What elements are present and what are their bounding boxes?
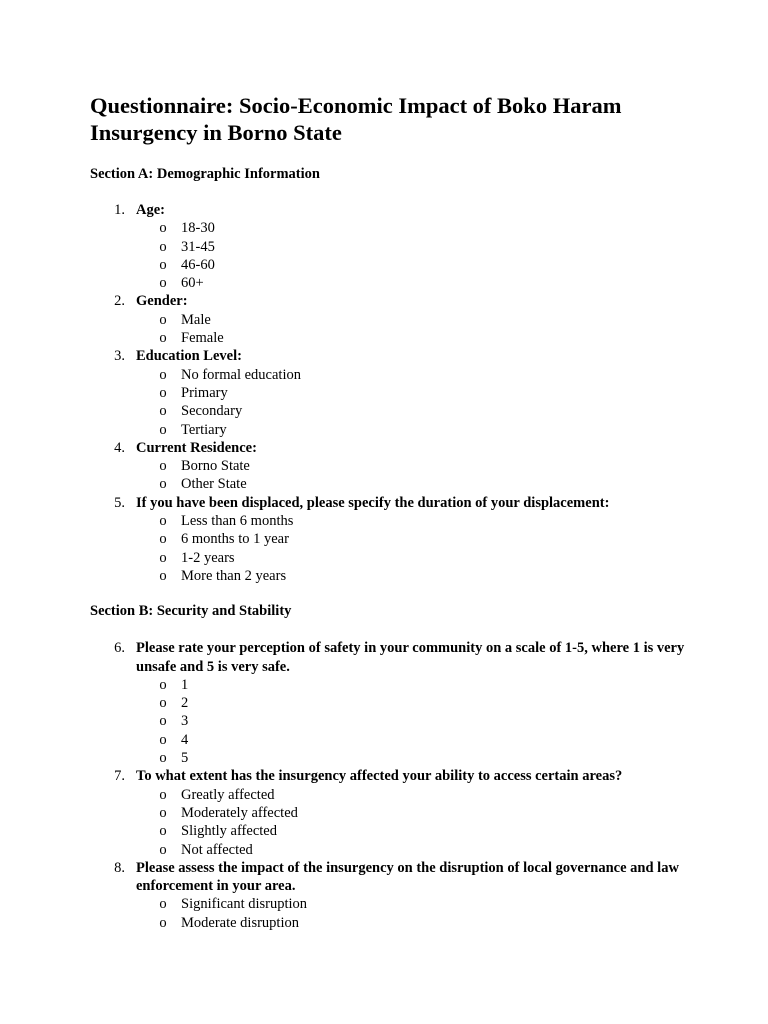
bullet-marker: o <box>159 366 167 383</box>
option-item <box>136 311 690 329</box>
option-label: 31-45 <box>181 238 215 255</box>
bullet-marker: o <box>159 238 167 255</box>
question-item <box>90 494 690 585</box>
question-item <box>90 439 690 494</box>
option-item <box>136 402 690 420</box>
option-list <box>136 457 690 494</box>
option-item <box>136 530 690 548</box>
option-label: More than 2 years <box>181 567 287 584</box>
question-number: 3. <box>114 348 125 365</box>
bullet-marker: o <box>159 914 167 931</box>
option-label: 6 months to 1 year <box>181 531 289 548</box>
bullet-marker: o <box>159 713 167 730</box>
option-item <box>136 712 690 730</box>
option-item <box>136 256 690 274</box>
section-a-heading: Section A: Demographic Information <box>90 166 320 182</box>
option-list <box>136 366 690 439</box>
option-list <box>136 786 690 859</box>
option-label: 60+ <box>181 275 204 292</box>
option-item <box>136 567 690 585</box>
option-item <box>136 366 690 384</box>
bullet-marker: o <box>159 695 167 712</box>
question-text: To what extent has the insurgency affected your ability to access certain areas? <box>136 768 623 785</box>
bullet-marker: o <box>159 458 167 475</box>
question-item <box>90 767 690 858</box>
option-item <box>136 274 690 292</box>
option-item <box>136 731 690 749</box>
option-label: No formal education <box>181 366 301 383</box>
option-item <box>136 676 690 694</box>
option-item <box>136 786 690 804</box>
option-label: Borno State <box>181 458 250 475</box>
question-item <box>90 859 690 932</box>
question-number: 4. <box>114 439 125 456</box>
bullet-marker: o <box>159 220 167 237</box>
option-label: 5 <box>181 750 189 767</box>
option-label: Other State <box>181 476 247 493</box>
option-list <box>136 676 690 767</box>
bullet-marker: o <box>159 823 167 840</box>
question-number: 2. <box>114 293 125 310</box>
bullet-marker: o <box>159 750 167 767</box>
option-label: Tertiary <box>181 421 227 438</box>
bullet-marker: o <box>159 384 167 401</box>
option-label: Moderately affected <box>181 804 298 821</box>
option-label: Less than 6 months <box>181 513 294 530</box>
bullet-marker: o <box>159 731 167 748</box>
bullet-marker: o <box>159 256 167 273</box>
option-label: Secondary <box>181 403 243 420</box>
option-label: 2 <box>181 695 189 712</box>
section-b-heading: Section B: Security and Stability <box>90 603 292 620</box>
question-text: Age: <box>136 202 165 218</box>
question-item <box>90 292 690 347</box>
bullet-marker: o <box>159 403 167 420</box>
question-text: Education Level: <box>136 348 242 365</box>
option-item <box>136 329 690 347</box>
question-text: Current Residence: <box>136 439 257 456</box>
bullet-marker: o <box>159 549 167 566</box>
option-item <box>136 457 690 475</box>
option-item <box>136 475 690 493</box>
question-number: 8. <box>114 859 125 876</box>
option-label: Primary <box>181 384 228 401</box>
question-text: Gender: <box>136 293 188 310</box>
option-label: Significant disruption <box>181 896 308 913</box>
section-a-question-list <box>90 201 690 585</box>
option-label: 1 <box>181 676 189 693</box>
option-label: Male <box>181 311 211 328</box>
option-label: 18-30 <box>181 220 215 237</box>
option-item <box>136 822 690 840</box>
option-label: Moderate disruption <box>181 914 299 931</box>
option-list <box>136 219 690 292</box>
option-label: Slightly affected <box>181 823 277 840</box>
option-item <box>136 694 690 712</box>
bullet-marker: o <box>159 330 167 347</box>
question-item <box>90 347 690 438</box>
bullet-marker: o <box>159 804 167 821</box>
option-list <box>136 512 690 585</box>
bullet-marker: o <box>159 275 167 292</box>
option-list <box>136 311 690 348</box>
question-item <box>90 639 690 767</box>
question-number: 7. <box>114 768 125 785</box>
option-label: 46-60 <box>181 256 215 273</box>
bullet-marker: o <box>159 841 167 858</box>
bullet-marker: o <box>159 531 167 548</box>
option-item <box>136 549 690 567</box>
bullet-marker: o <box>159 311 167 328</box>
question-text: Please assess the impact of the insurgency on the disruption of local governance and law enforcement in your area. <box>136 859 679 895</box>
option-item <box>136 384 690 402</box>
bullet-marker: o <box>159 896 167 913</box>
bullet-marker: o <box>159 476 167 493</box>
bullet-marker: o <box>159 421 167 438</box>
option-label: 3 <box>181 713 189 730</box>
question-text: If you have been displaced, please specify the duration of your displacement: <box>136 494 610 511</box>
option-item <box>136 895 690 913</box>
option-label: Female <box>181 330 224 347</box>
section-b-question-list <box>90 639 690 932</box>
bullet-marker: o <box>159 513 167 530</box>
page-title: Questionnaire: Socio-Economic Impact of Boko Haram Insurgency in Borno State <box>90 93 622 145</box>
document-page <box>90 92 690 932</box>
option-item <box>136 749 690 767</box>
question-item <box>90 201 690 292</box>
option-label: 1-2 years <box>181 549 235 566</box>
option-label: Not affected <box>181 841 253 858</box>
question-number: 1. <box>114 202 125 218</box>
bullet-marker: o <box>159 786 167 803</box>
question-number: 6. <box>114 640 125 657</box>
option-item <box>136 219 690 237</box>
option-label: Greatly affected <box>181 786 275 803</box>
option-item <box>136 841 690 859</box>
question-number: 5. <box>114 494 125 511</box>
option-list <box>136 895 690 932</box>
option-label: 4 <box>181 731 189 748</box>
bullet-marker: o <box>159 567 167 584</box>
question-text: Please rate your perception of safety in your community on a scale of 1-5, where 1 is very unsafe and 5 is very safe. <box>136 640 685 675</box>
option-item <box>136 914 690 932</box>
option-item <box>136 804 690 822</box>
option-item <box>136 512 690 530</box>
option-item <box>136 238 690 256</box>
bullet-marker: o <box>159 676 167 693</box>
option-item <box>136 421 690 439</box>
